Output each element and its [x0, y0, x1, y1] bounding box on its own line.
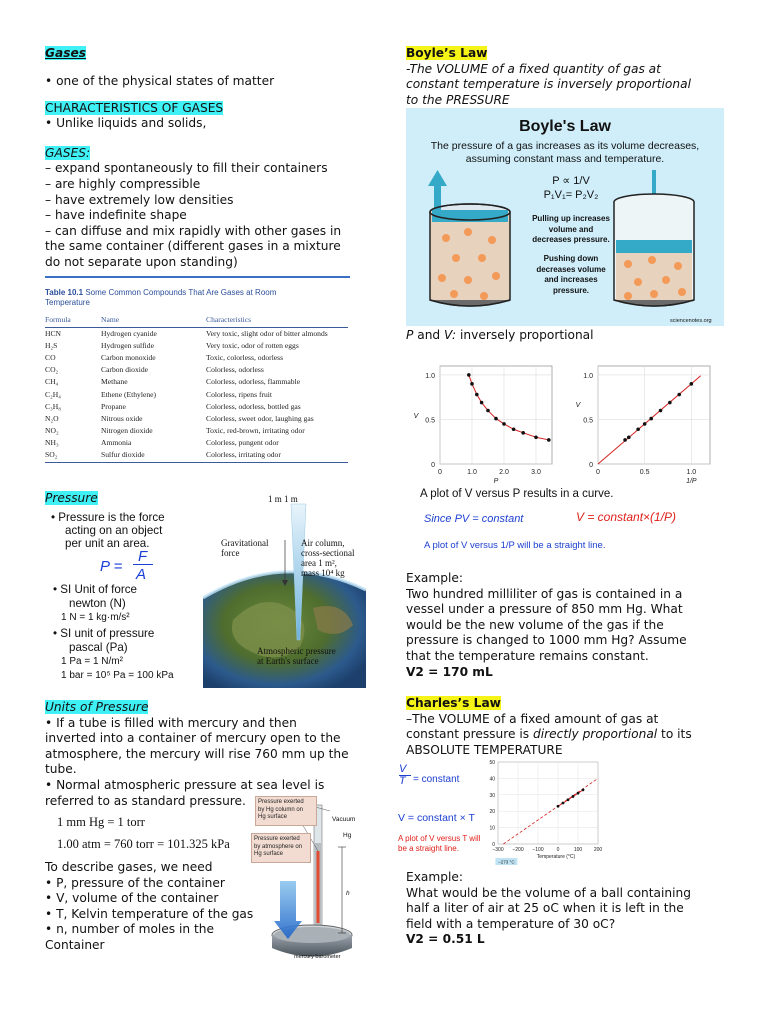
- formula-cell: CO: [45, 353, 56, 363]
- characteristics-cell: Toxic, colorless, odorless: [206, 353, 284, 363]
- name-cell: Ammonia: [101, 437, 132, 447]
- data-point: [475, 393, 479, 397]
- example2: [406, 870, 726, 948]
- units-line: referred to as standard pressure.: [45, 793, 246, 808]
- bar-def: 1 bar = 10⁵ Pa = 100 kPa: [61, 670, 174, 681]
- gases-prop: the same container (different gases in a mixture: [45, 239, 341, 254]
- table-row: [45, 328, 348, 341]
- describe-line: • V, volume of the container: [45, 891, 219, 906]
- pv-note-rest: inversely proportional: [456, 328, 594, 342]
- column-header: Name: [101, 314, 206, 328]
- data-point: [567, 798, 570, 801]
- boyle-section: [406, 46, 726, 108]
- si-pressure-def: 1 Pa = 1 N/m²: [61, 656, 123, 667]
- table-row: [45, 389, 348, 401]
- y-tick-label: 20: [489, 809, 495, 816]
- example1-line: vessel under a pressure of 850 mm Hg. What: [406, 602, 683, 617]
- formula-cell: CH₄: [45, 377, 59, 387]
- data-point: [480, 401, 484, 405]
- name-cell: Methane: [101, 377, 128, 387]
- left-column: [45, 46, 365, 271]
- banner-eq1: P ∝ 1/V: [552, 175, 590, 187]
- plot-area: [498, 762, 598, 844]
- data-point: [467, 373, 471, 377]
- name-cell: Ethene (Ethylene): [101, 389, 157, 399]
- characteristics-cell: Colorless, pungent odor: [206, 437, 279, 447]
- gas-particle: [464, 228, 472, 236]
- v-constant: V = constant×(1/P): [576, 510, 677, 524]
- units-line: • If a tube is filled with mercury and then: [45, 715, 297, 730]
- formula-p: P =: [100, 558, 123, 575]
- table-caption-2: Temperature: [45, 298, 90, 307]
- data-point: [557, 805, 560, 808]
- name-cell: Carbon dioxide: [101, 365, 149, 375]
- surface-label: at Earth's surface: [257, 656, 319, 666]
- pressure-definition: per unit an area.: [65, 536, 150, 550]
- units-line: inverted into a container of mercury open to the: [45, 731, 341, 746]
- x-tick-label: 0: [438, 469, 442, 476]
- example2-line: field with a temperature of 30 oC?: [406, 916, 616, 931]
- air-column-label: cross-sectional: [301, 548, 355, 558]
- gas-particle: [442, 234, 450, 242]
- units-line: • Normal atmospheric pressure at sea level is: [45, 777, 325, 792]
- column-header: Formula: [45, 314, 101, 328]
- characteristics-cell: Colorless, irritating odor: [206, 450, 281, 460]
- formula-cell: NO₂: [45, 425, 59, 435]
- name-cell: Hydrogen cyanide: [101, 329, 157, 339]
- barometer-box2-line: Pressure exerted: [254, 836, 300, 842]
- gas-particle: [634, 278, 642, 286]
- table-row: [45, 437, 348, 449]
- pv-note-v: V:: [444, 328, 457, 342]
- charles-heading: Charles’s Law: [406, 696, 501, 710]
- data-point: [659, 409, 663, 413]
- air-column-label: mass 10⁴ kg: [301, 568, 345, 578]
- data-point: [582, 788, 585, 791]
- characteristics-cell: Colorless, odorless, bottled gas: [206, 401, 301, 411]
- charles-definition: ABSOLUTE TEMPERATURE: [406, 742, 563, 757]
- formula-f: F: [138, 548, 148, 565]
- gas-particle: [438, 274, 446, 282]
- data-point: [677, 393, 681, 397]
- formula-cell: SO₂: [45, 450, 58, 460]
- barometer-box2-line: by atmosphere on: [254, 843, 303, 850]
- x-tick-label: 0: [596, 469, 600, 476]
- v-vs-t-chart: [480, 758, 606, 866]
- data-point: [562, 802, 565, 805]
- y-tick-label: 0.5: [425, 417, 435, 425]
- si-pressure: • SI unit of pressure: [53, 627, 155, 640]
- si-pressure-unit: pascal (Pa): [69, 641, 128, 654]
- data-point: [623, 438, 627, 442]
- height-label: h: [346, 890, 350, 897]
- data-point: [502, 422, 506, 426]
- gases-prop: do not separate upon standing): [45, 254, 238, 269]
- barometer-figure: [250, 793, 375, 961]
- example1: [406, 571, 726, 680]
- data-point: [643, 422, 647, 426]
- data-point: [486, 409, 490, 413]
- boyle-graphs: [396, 360, 726, 556]
- example1-answer: V2 = 170 mL: [406, 664, 493, 679]
- gas-particle: [450, 290, 458, 298]
- describe-line: • T, Kelvin temperature of the gas: [45, 906, 254, 921]
- x-tick-label: −200: [512, 847, 524, 853]
- boyle-heading: Boyle’s Law: [406, 46, 488, 60]
- x-tick-label: 3.0: [531, 469, 541, 476]
- x-tick-label: −100: [532, 847, 544, 853]
- banner-down: pressure.: [552, 285, 590, 295]
- describe-line: • P, pressure of the container: [45, 875, 225, 890]
- barometer-box1-line: by Hg column on: [258, 806, 304, 813]
- banner-down: Pushing down: [543, 254, 599, 263]
- charles-eq: = constant: [413, 774, 460, 785]
- formula-cell: NH₃: [45, 437, 59, 447]
- data-point: [494, 417, 498, 421]
- name-cell: Propane: [101, 401, 126, 411]
- banner-eq2: P₁V₁= P₂V₂: [543, 189, 599, 201]
- formula-cell: N₂O: [45, 413, 59, 423]
- gases-properties: [45, 161, 365, 270]
- gases-prop: – expand spontaneously to fill their containers: [45, 161, 328, 176]
- atm-conversion: 1.00 atm = 760 torr = 101.325 kPa: [57, 837, 230, 851]
- banner-down: and increases: [544, 275, 598, 284]
- characteristics-cell: Colorless, odorless: [206, 365, 264, 375]
- gases-bullet: • one of the physical states of matter: [45, 74, 275, 88]
- gas-particle: [478, 254, 486, 262]
- table-row: [45, 364, 348, 376]
- describe-line: Container: [45, 937, 105, 952]
- y-tick-label: 1.0: [425, 372, 435, 380]
- example2-answer: V2 = 0.51 L: [406, 932, 485, 947]
- data-point: [521, 431, 525, 435]
- units-heading: Units of Pressure: [45, 700, 149, 714]
- charles-section: [406, 696, 726, 758]
- gravitational-label: force: [221, 548, 240, 558]
- gas-particle: [488, 236, 496, 244]
- characteristics-bullet: • Unlike liquids and solids,: [45, 116, 207, 131]
- gases-label: GASES:: [45, 145, 91, 160]
- gas-particle: [678, 288, 686, 296]
- charles-definition: –The VOLUME of a fixed amount of gas at: [406, 711, 659, 726]
- x-axis-label: P: [493, 478, 499, 485]
- y-tick-label: 50: [489, 760, 495, 766]
- name-cell: Carbon monoxide: [101, 353, 156, 363]
- si-force-def: 1 N = 1 kg·m/s²: [61, 612, 130, 623]
- si-force: • SI Unit of force: [53, 583, 137, 596]
- pressure-heading: Pressure: [45, 491, 98, 505]
- data-point: [512, 427, 516, 431]
- barometer-box1-line: Hg surface: [258, 814, 288, 820]
- boyle-banner: [406, 108, 724, 326]
- example1-line: Two hundred milliliter of gas is contained in a: [406, 586, 683, 601]
- data-point: [470, 382, 474, 386]
- x-tick-label: 2.0: [499, 469, 509, 476]
- pv-note: [406, 328, 594, 344]
- air-column-label: area 1 m²,: [301, 558, 337, 568]
- x-tick-label: −300: [492, 847, 504, 853]
- banner-up: decreases pressure.: [532, 235, 610, 244]
- gas-particle: [480, 292, 488, 300]
- formula-cell: C₂H₄: [45, 389, 61, 399]
- characteristics-cell: Colorless, sweet odor, laughing gas: [206, 413, 314, 423]
- y-tick-label: 10: [489, 825, 495, 832]
- boyle-definition: -The VOLUME of a fixed quantity of gas at: [406, 61, 661, 76]
- formula-a: A: [136, 566, 147, 583]
- charles-t: T: [399, 775, 406, 787]
- characteristics-cell: Very toxic, slight odor of bitter almonds: [206, 329, 328, 339]
- compounds-table: [45, 314, 348, 461]
- table-caption-number: Table 10.1: [45, 288, 84, 297]
- y-tick-label: 0: [492, 842, 495, 848]
- compounds-table-figure: [45, 276, 350, 476]
- example1-line: pressure is changed to 1000 mm Hg? Assume: [406, 633, 687, 648]
- table-row: [45, 413, 348, 425]
- banner-subtitle: assuming constant mass and temperature.: [465, 153, 665, 165]
- pv-note-and: and: [413, 328, 445, 342]
- hg-label: Hg: [343, 832, 352, 839]
- gravitational-label: Gravitational: [221, 538, 269, 548]
- data-point: [572, 795, 575, 798]
- table-row: [45, 425, 348, 437]
- example1-label: Example:: [406, 571, 463, 585]
- x-tick-label: 1.0: [686, 469, 697, 476]
- table-caption: Some Common Compounds That Are Gases at Room: [85, 288, 277, 297]
- formula-cell: CO₂: [45, 365, 59, 375]
- x-tick-label: 1.0: [467, 469, 477, 476]
- gas-particle: [624, 260, 632, 268]
- boyle-definition: constant temperature is inversely proportional: [406, 77, 691, 92]
- curve-caption: A plot of V versus P results in a curve.: [420, 488, 614, 500]
- name-cell: Nitrous oxide: [101, 413, 143, 423]
- table-header-row: [45, 314, 348, 328]
- banner-up: Pulling up increases: [532, 214, 610, 223]
- gas-particle: [662, 276, 670, 284]
- zero-kelvin-label: −273 °C: [498, 859, 515, 865]
- data-point: [577, 792, 580, 795]
- column-header: Characteristics: [206, 314, 348, 328]
- gases-prop: – have indefinite shape: [45, 208, 187, 223]
- mmhg-conversion: 1 mm Hg = 1 torr: [57, 815, 145, 829]
- plot-area: [440, 366, 552, 464]
- formula-cell: H₂S: [45, 341, 58, 351]
- y-tick-label: 0: [431, 462, 435, 469]
- pressure-definition: • Pressure is the force: [51, 510, 165, 524]
- y-axis-label: V: [413, 413, 419, 420]
- example1-line: would be the new volume of the gas if the: [406, 617, 664, 632]
- name-cell: Nitrogen dioxide: [101, 425, 153, 435]
- name-cell: Hydrogen sulfide: [101, 341, 154, 351]
- describe-line: • n, number of moles in the: [45, 922, 215, 937]
- name-cell: Sulfur dioxide: [101, 450, 145, 460]
- units-line: atmosphere, the mercury will rise 760 mm up the: [45, 746, 349, 761]
- describe-line: To describe gases, we need: [45, 860, 213, 874]
- gases-prop: – are highly compressible: [45, 176, 201, 191]
- barometer-box1-line: Pressure exerted: [258, 799, 304, 805]
- v-vs-inverse-p-chart: [570, 360, 720, 486]
- gas-particle: [674, 262, 682, 270]
- data-point: [636, 427, 640, 431]
- characteristics-cell: Colorless, odorless, flammable: [206, 377, 301, 387]
- y-tick-label: 0: [589, 462, 593, 469]
- pressure-definition: acting on an object: [65, 523, 163, 537]
- banner-subtitle: The pressure of a gas increases as its volume decreases,: [430, 140, 700, 152]
- data-point: [649, 417, 653, 421]
- characteristics-cell: Very toxic, odor of rotten eggs: [206, 341, 299, 351]
- si-force-unit: newton (N): [69, 597, 126, 610]
- characteristics-heading: CHARACTERISTICS OF GASES: [45, 100, 224, 115]
- x-tick-label: 100: [573, 847, 583, 853]
- formula-cell: C₃H₈: [45, 401, 61, 411]
- table-row: [45, 340, 348, 352]
- table-row: [45, 352, 348, 364]
- gases-prop: – have extremely low densities: [45, 192, 234, 207]
- charles-note: A plot of V versus T will: [398, 834, 481, 843]
- gases-heading: Gases: [45, 46, 87, 60]
- banner-down: decreases volume: [536, 264, 606, 274]
- straight-line-caption: A plot of V versus 1/P will be a straight line.: [424, 540, 606, 551]
- y-tick-label: 0.5: [583, 417, 593, 425]
- gas-particle: [624, 292, 632, 300]
- y-tick-label: 1.0: [583, 372, 593, 380]
- example1-line: that the temperature remains constant.: [406, 648, 649, 663]
- barometer-box2-line: Hg surface: [254, 851, 284, 857]
- gases-prop: – can diffuse and mix rapidly with other gases in: [45, 223, 342, 238]
- pv-note-p: P: [406, 328, 414, 342]
- table-row: [45, 376, 348, 388]
- x-axis-label: 1/P: [686, 478, 697, 485]
- vacuum-label: Vacuum: [332, 816, 356, 823]
- gas-particle: [464, 276, 472, 284]
- x-tick-label: 200: [593, 847, 603, 853]
- table-row: [45, 401, 348, 413]
- charles-figure: [396, 758, 606, 866]
- example2-line: What would be the volume of a ball containing: [406, 885, 691, 900]
- banner-title: Boyle's Law: [519, 118, 611, 135]
- data-point: [627, 435, 631, 439]
- y-tick-label: 40: [489, 776, 495, 783]
- banner-up: volume and: [548, 224, 594, 234]
- gas-particle: [650, 290, 658, 298]
- data-point: [668, 401, 672, 405]
- gas-particle: [452, 254, 460, 262]
- charles-v: V: [399, 764, 411, 776]
- pv-constant: Since PV = constant: [424, 513, 524, 525]
- data-point: [534, 435, 538, 439]
- y-axis-label: V: [575, 402, 581, 409]
- v-vs-p-chart: [396, 360, 564, 486]
- x-axis-label: Temperature (°C): [536, 854, 576, 860]
- air-column-label: Air column,: [301, 538, 345, 548]
- formula-cell: HCN: [45, 329, 62, 339]
- column-size-label: 1 m 1 m: [268, 494, 298, 504]
- barometer-caption: mercury barometer: [294, 954, 341, 960]
- describe-gases: [45, 860, 275, 954]
- gas-particle: [648, 256, 656, 264]
- charles-definition-2: constant pressure is directly proportional to its: [406, 727, 692, 742]
- data-point: [690, 382, 694, 386]
- boyle-definition: to the PRESSURE: [406, 92, 510, 107]
- data-point: [547, 438, 551, 442]
- x-tick-label: 0.5: [639, 469, 650, 476]
- units-line: tube.: [45, 762, 77, 777]
- pressure-section: [45, 491, 205, 681]
- surface-label: Atmospheric pressure: [257, 646, 336, 656]
- atmosphere-figure: [203, 490, 366, 688]
- charles-note: be a straight line.: [398, 844, 459, 853]
- banner-credit: sciencenotes.org: [670, 318, 712, 324]
- x-tick-label: 0: [556, 847, 560, 853]
- gas-particle: [492, 272, 500, 280]
- table-row: [45, 449, 348, 461]
- y-tick-label: 30: [489, 792, 495, 799]
- example2-label: Example:: [406, 870, 463, 884]
- characteristics-cell: Toxic, red-brown, irritating odor: [206, 425, 305, 435]
- example2-line: half a liter of air at 25 oC when it is left in the: [406, 901, 684, 916]
- charles-eq2: V = constant × T: [398, 812, 475, 824]
- characteristics-cell: Colorless, ripens fruit: [206, 389, 273, 399]
